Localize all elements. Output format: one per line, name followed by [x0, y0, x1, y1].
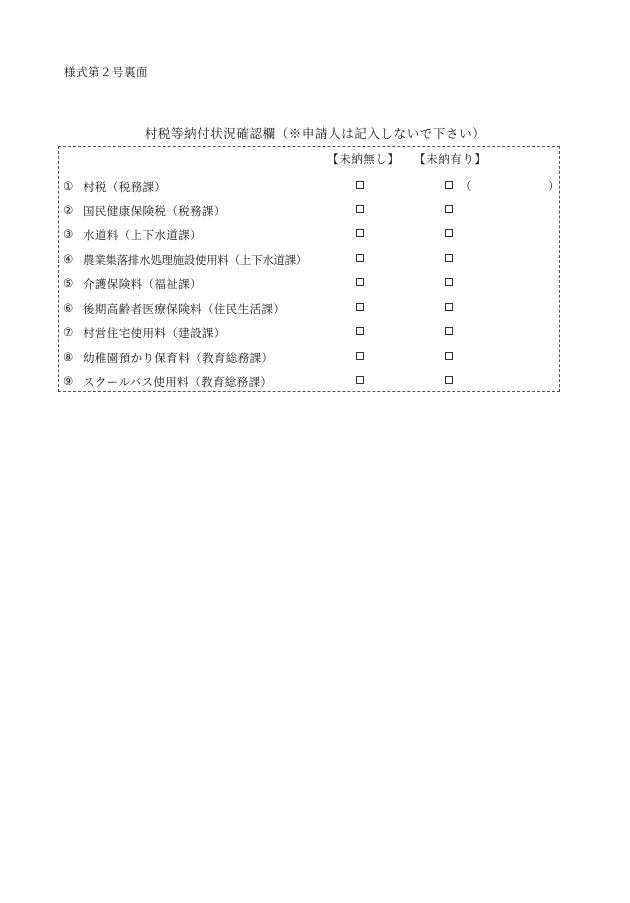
table-row [59, 227, 559, 247]
row-number: ② [63, 203, 74, 217]
no-arrears-checkbox[interactable] [356, 205, 364, 213]
no-arrears-checkbox[interactable] [356, 352, 364, 360]
row-label: スクールバス使用料（教育総務課） [83, 375, 273, 389]
row-number: ⑦ [63, 325, 74, 339]
row-label: 村税（税務課） [83, 180, 167, 194]
no-arrears-checkbox[interactable] [356, 229, 364, 237]
table-row [59, 374, 559, 394]
row-label: 水道料（上下水道課） [83, 228, 202, 242]
arrears-checkbox[interactable] [445, 303, 453, 311]
amount-paren-open: （ [460, 179, 472, 193]
row-number: ⑧ [63, 350, 74, 364]
no-arrears-checkbox[interactable] [356, 278, 364, 286]
table-row [59, 252, 559, 272]
amount-paren-close: ） [548, 179, 560, 193]
table-row [59, 276, 559, 296]
table-row [59, 325, 559, 345]
row-label: 農業集落排水処理施設使用料（上下水道課） [83, 253, 307, 267]
table-row [59, 350, 559, 370]
section-title: 村税等納付状況確認欄（※申請人は記入しないで下さい） [144, 126, 486, 141]
tax-status-confirmation-box [58, 146, 560, 392]
arrears-checkbox[interactable] [445, 229, 453, 237]
row-label: 後期高齢者医療保険料（住民生活課） [83, 302, 286, 316]
column-header-no-arrears: 【未納無し】 [327, 152, 400, 166]
row-label: 介護保険料（福祉課） [83, 277, 202, 291]
arrears-checkbox[interactable] [445, 327, 453, 335]
row-number: ④ [63, 252, 74, 266]
row-number: ③ [63, 227, 74, 241]
row-label: 国民健康保険税（税務課） [83, 204, 226, 218]
row-label: 幼稚園預かり保育料（教育総務課） [83, 351, 274, 365]
form-number: 様式第２号裏面 [64, 65, 148, 79]
row-number: ⑨ [63, 374, 74, 388]
row-label: 村営住宅使用料（建設課） [83, 326, 226, 340]
arrears-checkbox[interactable] [445, 181, 453, 189]
table-row [59, 203, 559, 223]
arrears-checkbox[interactable] [445, 352, 453, 360]
no-arrears-checkbox[interactable] [356, 181, 364, 189]
table-row [59, 301, 559, 321]
no-arrears-checkbox[interactable] [356, 303, 364, 311]
row-number: ① [63, 179, 74, 193]
arrears-checkbox[interactable] [445, 278, 453, 286]
arrears-checkbox[interactable] [445, 205, 453, 213]
row-number: ⑥ [63, 301, 74, 315]
arrears-checkbox[interactable] [445, 254, 453, 262]
row-number: ⑤ [63, 276, 74, 290]
no-arrears-checkbox[interactable] [356, 376, 364, 384]
no-arrears-checkbox[interactable] [356, 254, 364, 262]
no-arrears-checkbox[interactable] [356, 327, 364, 335]
arrears-checkbox[interactable] [445, 376, 453, 384]
table-row [59, 179, 559, 199]
column-header-arrears: 【未納有り】 [414, 152, 487, 166]
